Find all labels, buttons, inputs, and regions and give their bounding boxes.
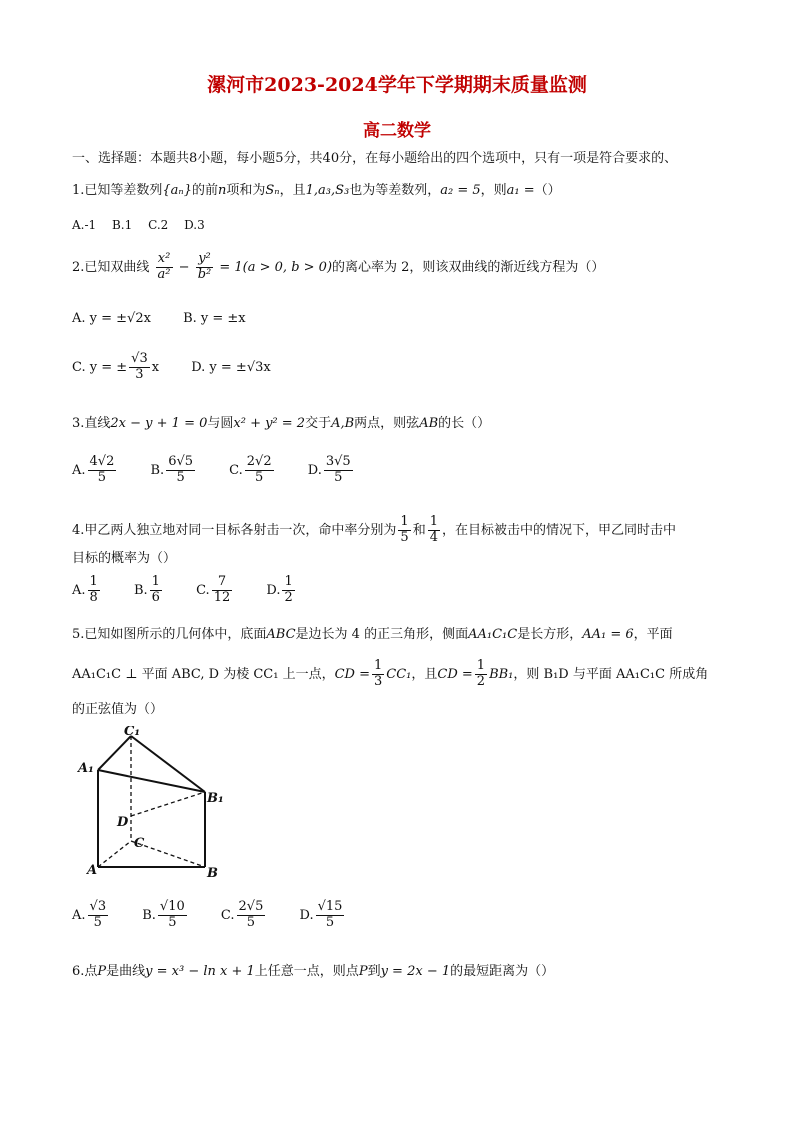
q3-text: 3.直线 <box>72 416 111 431</box>
q5-text: 5.已知如图所示的几何体中，底面 <box>72 627 267 642</box>
q4-option-b: B. $\frac{1}{6}$ <box>133 574 160 605</box>
q4-frac-1: $\frac{1}{5}$ <box>400 514 409 545</box>
q3-text: 的长（） <box>438 416 491 431</box>
q6-line: y = 2x − 1 <box>380 964 451 979</box>
q6-text: 到 <box>367 964 381 979</box>
q4-frac-2: $\frac{1}{4}$ <box>429 514 438 545</box>
q5-vec1: CD = <box>334 667 370 682</box>
question-2: 2.已知双曲线 $\frac{\text{x²}}{\text{a²}}$ − $\frac{\text{y²}}{\text{b²}}$ = 1(a > 0, b > 0)的离心率为 2，则该双曲线的渐近线方程为（） <box>72 251 605 282</box>
label-c1: C₁ <box>124 726 141 739</box>
q5-option-c: C. $\frac{2√5}{5}$ <box>220 899 264 930</box>
exam-subtitle: 高二数学 <box>363 121 431 141</box>
q5-face: AA₁C₁C <box>468 627 518 642</box>
exam-title: 漯河市2023-2024学年下学期期末质量监测 <box>207 74 587 96</box>
q2-eq-tail: = 1(a > 0, b > 0) <box>219 260 333 275</box>
q6-text: 上任意一点，则点 <box>254 964 359 979</box>
q5-text: ，且 <box>411 667 438 682</box>
q5-line3: 的正弦值为（） <box>72 702 164 717</box>
question-4 <box>72 512 676 550</box>
q5-frac-1: $\frac{1}{3}$ <box>373 658 383 689</box>
q5-text: ，则 B₁D 与平面 AA₁C₁C 所成角 <box>513 667 709 682</box>
q3-circle: x² + y² = 2 <box>233 416 306 431</box>
q4-options <box>72 575 325 606</box>
q6-p2: P <box>358 964 368 979</box>
q1-n: n <box>217 183 227 198</box>
q5-frac-2: $\frac{1}{2}$ <box>476 658 486 689</box>
q1-options: A.-1 B.1 C.2 D.3 <box>72 218 205 232</box>
q3-text: 两点，则弦 <box>354 416 420 431</box>
q4-text-line2: 目标的概率为（） <box>72 551 177 566</box>
q5-text: AA₁C₁C ⊥ 平面 ABC, D 为棱 CC₁ 上一点， <box>72 667 335 682</box>
q5-abc: ABC <box>266 627 296 642</box>
label-b: B <box>207 866 218 881</box>
q3-text: 与圆 <box>207 416 234 431</box>
q2-option-c: C. y = ± $\frac{√3}{3}$ x <box>72 351 160 382</box>
q2-option-a: A. y = ±√2x <box>72 311 151 326</box>
q4-and: 和 <box>412 523 426 538</box>
q1-seq: {aₙ} <box>162 183 192 198</box>
q6-text: 6.点 <box>72 964 98 979</box>
q1-sn: Sₙ <box>265 183 280 198</box>
label-c: C <box>134 836 145 851</box>
q6-text: 是曲线 <box>106 964 146 979</box>
q2-options-row1 <box>72 311 274 326</box>
q5-options <box>72 900 374 931</box>
q4-option-c: C. $\frac{7}{12}$ <box>196 574 231 605</box>
q3-option-b: B. $\frac{6√5}{5}$ <box>150 454 194 485</box>
q2-text: 的离心率为 2，则该双曲线的渐近线方程为（） <box>332 260 605 275</box>
q2-frac-y: $\frac{\text{y²}}{\text{b²}}$ <box>197 251 212 282</box>
q4-text: ，在目标被击中的情况下，甲乙同时击中 <box>441 523 676 538</box>
q3-option-a: A. $\frac{4√2}{5}$ <box>72 454 115 485</box>
q1-ask: a₁ = <box>506 183 535 198</box>
q5-option-d: D. $\frac{√15}{5}$ <box>299 899 343 930</box>
q2-text: 2.已知双曲线 <box>72 260 150 275</box>
q4-text: 4.甲乙两人独立地对同一目标各射击一次，命中率分别为 <box>72 523 397 538</box>
prism-figure <box>76 726 236 886</box>
q1-text: 也为等差数列， <box>349 183 441 198</box>
q5-option-b: B. $\frac{√10}{5}$ <box>142 899 185 930</box>
q5-text: 是长方形， <box>517 627 583 642</box>
question-6 <box>72 962 554 982</box>
q3-options <box>72 455 383 486</box>
q6-p: P <box>97 964 107 979</box>
q1-text: 项和为 <box>226 183 266 198</box>
q5-text: ，平面 <box>633 627 673 642</box>
q2-option-b: B. y = ±x <box>183 311 246 326</box>
label-d: D <box>117 815 129 830</box>
label-a1: A₁ <box>78 761 94 776</box>
q3-option-c: C. $\frac{2√2}{5}$ <box>229 454 272 485</box>
q3-option-d: D. $\frac{3√5}{5}$ <box>307 454 351 485</box>
q3-pts: A,B <box>331 416 355 431</box>
q6-text: 的最短距离为（） <box>450 964 555 979</box>
q3-line: 2x − y + 1 = 0 <box>110 416 208 431</box>
q3-chord: AB <box>419 416 439 431</box>
q2-frac-x: $\frac{\text{x²}}{\text{a²}}$ <box>157 251 171 282</box>
q5-vec2: CD = <box>437 667 473 682</box>
q6-curve: y = x³ − ln x + 1 <box>145 964 255 979</box>
q1-text: （） <box>534 183 561 198</box>
q4-option-d: D. $\frac{1}{2}$ <box>266 574 293 605</box>
question-1 <box>72 181 561 201</box>
label-a: A <box>87 863 98 878</box>
q5-line2: AA₁C₁C ⊥ 平面 ABC, D 为棱 CC₁ 上一点，CD = $\frac{1}{3}$ CC₁，且CD = $\frac{1}{2}$ BB₁，则 B₁D 与平面 AA₁C₁C 所成角 <box>72 658 709 689</box>
q1-cond: a₂ = 5 <box>440 183 481 198</box>
q5-text: 是边长为 4 的正三角形，侧面 <box>295 627 469 642</box>
question-3 <box>72 414 490 434</box>
label-b1: B₁ <box>207 791 224 806</box>
q1-text: ，且 <box>279 183 306 198</box>
q5-option-a: A. $\frac{√3}{5}$ <box>72 899 107 930</box>
q2-option-d: D. y = ±√3x <box>191 359 271 375</box>
q3-text: 交于 <box>305 416 332 431</box>
q1-text: 1.已知等差数列 <box>72 183 163 198</box>
q1-terms: 1,a₃,S₃ <box>305 183 350 198</box>
q2-options-row2 <box>72 352 299 383</box>
section-heading: 一、选择题：本题共8小题，每小题5分，共40分，在每小题给出的四个选项中，只有一项是符合要求的、 <box>72 151 678 166</box>
q5-aa1: AA₁ = 6 <box>582 627 634 642</box>
q4-option-a: A. $\frac{1}{8}$ <box>72 574 98 605</box>
q1-text: ，则 <box>480 183 507 198</box>
question-5 <box>72 625 673 645</box>
q1-text: 的前 <box>191 183 218 198</box>
